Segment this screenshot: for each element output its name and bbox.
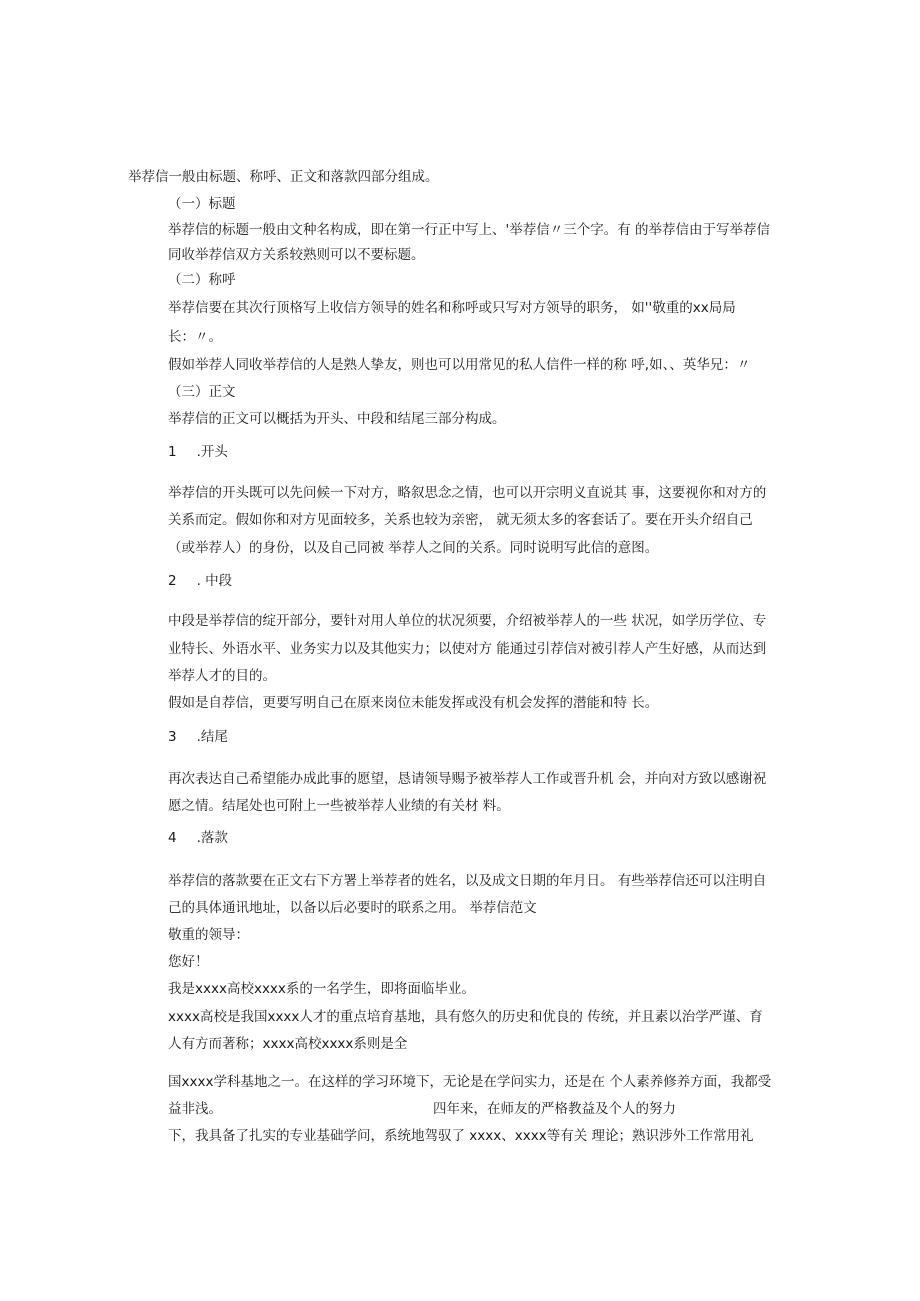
paragraph-line: 愿之情。结尾处也可附上一些被举荐人业绩的有关材 料。 (168, 798, 510, 814)
subsection-title: .落款 (196, 830, 228, 846)
letter-line: 我是xxxx高校xxxx系的一名学生，即将面临毕业。 (168, 981, 475, 997)
paragraph-line: 举荐信的正文可以概括为开头、中段和结尾三部分构成。 (168, 411, 506, 427)
subsection-title: .结尾 (196, 729, 228, 745)
subsection-heading-signature (168, 829, 228, 847)
subsection-title: . 中段 (196, 573, 233, 589)
letter-line: 人有方而著称；xxxx高校xxxx系则是全 (168, 1036, 408, 1052)
paragraph-line: 假如是自荐信，更要写明自己在原来岗位未能发挥或没有机会发挥的潜能和特 长。 (168, 695, 659, 711)
paragraph-line: 举荐信的标题一般由文种名构成，即在第一行正中写上、'举荐信〃三个字。有 的举荐信由于写举荐信 (168, 222, 771, 238)
paragraph-line: 业特长、外语水平、业务实力以及其他实力；以使对方 能通过引荐信对被引荐人产生好感，从而达到 (168, 641, 767, 657)
paragraph-line: 同收举荐信双方关系较熟则可以不要标题。 (168, 247, 425, 263)
subsection-number: 1 (168, 444, 177, 460)
subsection-heading-ending (168, 728, 228, 746)
subsection-title: .开头 (196, 444, 228, 460)
letter-line: 四年来，在师友的严格教益及个人的努力 (433, 1101, 676, 1117)
letter-greeting: 您好！ (168, 954, 209, 970)
paragraph-line: 再次表达自己希望能办成此事的愿望，恳请领导赐予被举荐人工作或晋升机 会，并向对方致以感谢祝 (168, 771, 767, 787)
section-heading-body: （三）正文 (168, 384, 236, 400)
paragraph-line: 长：〃。 (168, 329, 222, 345)
letter-line: 国xxxx学科基地之一。在这样的学习环境下，无论是在学问实力，还是在 个人素养修养方面，我都受 (168, 1074, 772, 1090)
paragraph-line: 举荐信要在其次行顶格写上收信方领导的姓名和称呼或只写对方领导的职务， 如''敬重的xx局局 (168, 300, 736, 316)
intro-line: 举荐信一般由标题、称呼、正文和落款四部分组成。 (128, 169, 439, 185)
letter-line: 下，我具备了扎实的专业基础学问，系统地驾驭了 xxxx、xxxx等有关 理论；熟识涉外工作常用礼 (168, 1128, 754, 1144)
paragraph-line: 关系而定。假如你和对方见面较多，关系也较为亲密， 就无须太多的客套话了。要在开头介绍自己 (168, 512, 753, 528)
letter-line: 益非浅。 (168, 1101, 222, 1117)
paragraph-line: 己的具体通讯地址，以备以后必要时的联系之用。 举荐信范文 (168, 900, 537, 916)
paragraph-line: 中段是举荐信的绽开部分，要针对用人单位的状况须要，介绍被举荐人的一些 状况，如学历学位、专 (168, 613, 767, 629)
subsection-heading-opening (168, 443, 228, 461)
letter-salutation: 敬重的领导： (168, 927, 249, 943)
subsection-heading-middle (168, 572, 232, 590)
subsection-number: 2 (168, 573, 177, 589)
paragraph-line: 举荐人才的目的。 (168, 668, 276, 684)
letter-line: xxxx高校是我国xxxx人才的重点培育基地，具有悠久的历史和优良的 传统，并且素以治学严谨、育 (168, 1009, 763, 1025)
subsection-number: 4 (168, 830, 177, 846)
paragraph-line: 举荐信的开头既可以先问候一下对方，略叙思念之情，也可以开宗明义直说其 事，这要视你和对方的 (168, 485, 767, 501)
section-heading-salutation: （二）称呼 (168, 272, 236, 288)
paragraph-line: （或举荐人）的身份，以及自己同被 举荐人之间的关系。同时说明写此信的意图。 (168, 540, 659, 556)
paragraph-line: 举荐信的落款要在正文右下方署上举荐者的姓名，以及成文日期的年月日。 有些举荐信还可以注明自 (168, 873, 767, 889)
section-heading-title: （一）标题 (168, 196, 236, 212)
subsection-number: 3 (168, 729, 177, 745)
paragraph-line: 假如举荐人同收举荐信的人是熟人挚友，则也可以用常见的私人信件一样的称 呼,如、、英华兄：〃 (168, 357, 751, 373)
